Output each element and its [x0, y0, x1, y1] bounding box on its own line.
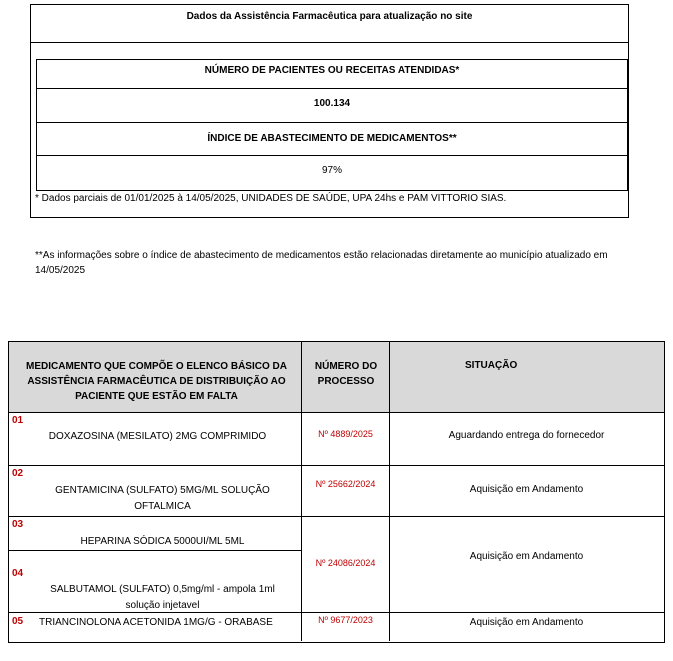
row-medicine: HEPARINA SÓDICA 5000UI/ML 5ML — [80, 536, 245, 547]
row-number: 03 — [12, 519, 24, 530]
row-process: Nº 24086/2024 — [315, 558, 376, 568]
row-status: Aquisição em Andamento — [469, 551, 584, 562]
row-number: 05 — [12, 616, 24, 627]
row-process: Nº 9677/2023 — [318, 615, 373, 625]
divider — [36, 88, 627, 89]
row-status: Aquisição em Andamento — [469, 484, 584, 495]
row-divider — [8, 516, 664, 517]
row-medicine: SALBUTAMOL (SULFATO) 0,5mg/ml - ampola 1ml solução injetavel — [50, 584, 275, 611]
patients-value: 100.134 — [313, 98, 351, 109]
supply-label: ÍNDICE DE ABASTECIMENTO DE MEDICAMENTOS** — [207, 133, 457, 144]
divider — [30, 42, 628, 43]
column-divider — [301, 342, 302, 641]
row-status: Aguardando entrega do fornecedor — [448, 430, 605, 441]
row-process: Nº 4889/2025 — [318, 429, 373, 439]
header-process: NÚMERO DO PROCESSO — [314, 361, 378, 387]
row-medicine: TRIANCINOLONA ACETONIDA 1MG/G - ORABASE — [39, 617, 273, 628]
footnote-partial-data: * Dados parciais de 01/01/2025 à 14/05/2025, UNIDADES DE SAÚDE, UPA 24hs e PAM VITTORIO SIAS. — [35, 193, 507, 204]
row-medicine: GENTAMICINA (SULFATO) 5MG/ML SOLUÇÃO OFTALMICA — [55, 485, 270, 512]
divider — [36, 155, 627, 156]
patients-label: NÚMERO DE PACIENTES OU RECEITAS ATENDIDAS* — [204, 65, 460, 76]
header-medicine: MEDICAMENTO QUE COMPÕE O ELENCO BÁSICO DA ASSISTÊNCIA FARMACÊUTICA DE DISTRIBUIÇÃO AO PACIENTE QUE ESTÃO EM FALTA — [26, 361, 287, 402]
row-divider — [8, 465, 664, 466]
row-divider — [8, 550, 302, 551]
row-number: 02 — [12, 468, 24, 479]
supply-index-note: **As informações sobre o índice de abastecimento de medicamentos estão relacionadas diretamente ao município atualizado em 14/05/2025 — [35, 250, 608, 276]
divider — [36, 122, 627, 123]
divider — [30, 59, 31, 189]
row-process: Nº 25662/2024 — [315, 479, 376, 489]
row-number: 01 — [12, 415, 24, 426]
row-divider — [8, 412, 664, 413]
row-number: 04 — [12, 568, 24, 579]
header-status: SITUAÇÃO — [465, 360, 518, 371]
supply-value: 97% — [321, 165, 342, 176]
row-medicine: DOXAZOSINA (MESILATO) 2MG COMPRIMIDO — [48, 431, 267, 442]
summary-title: Dados da Assistência Farmacêutica para atualização no site — [186, 11, 473, 22]
row-status: Aquisição em Andamento — [469, 617, 584, 628]
